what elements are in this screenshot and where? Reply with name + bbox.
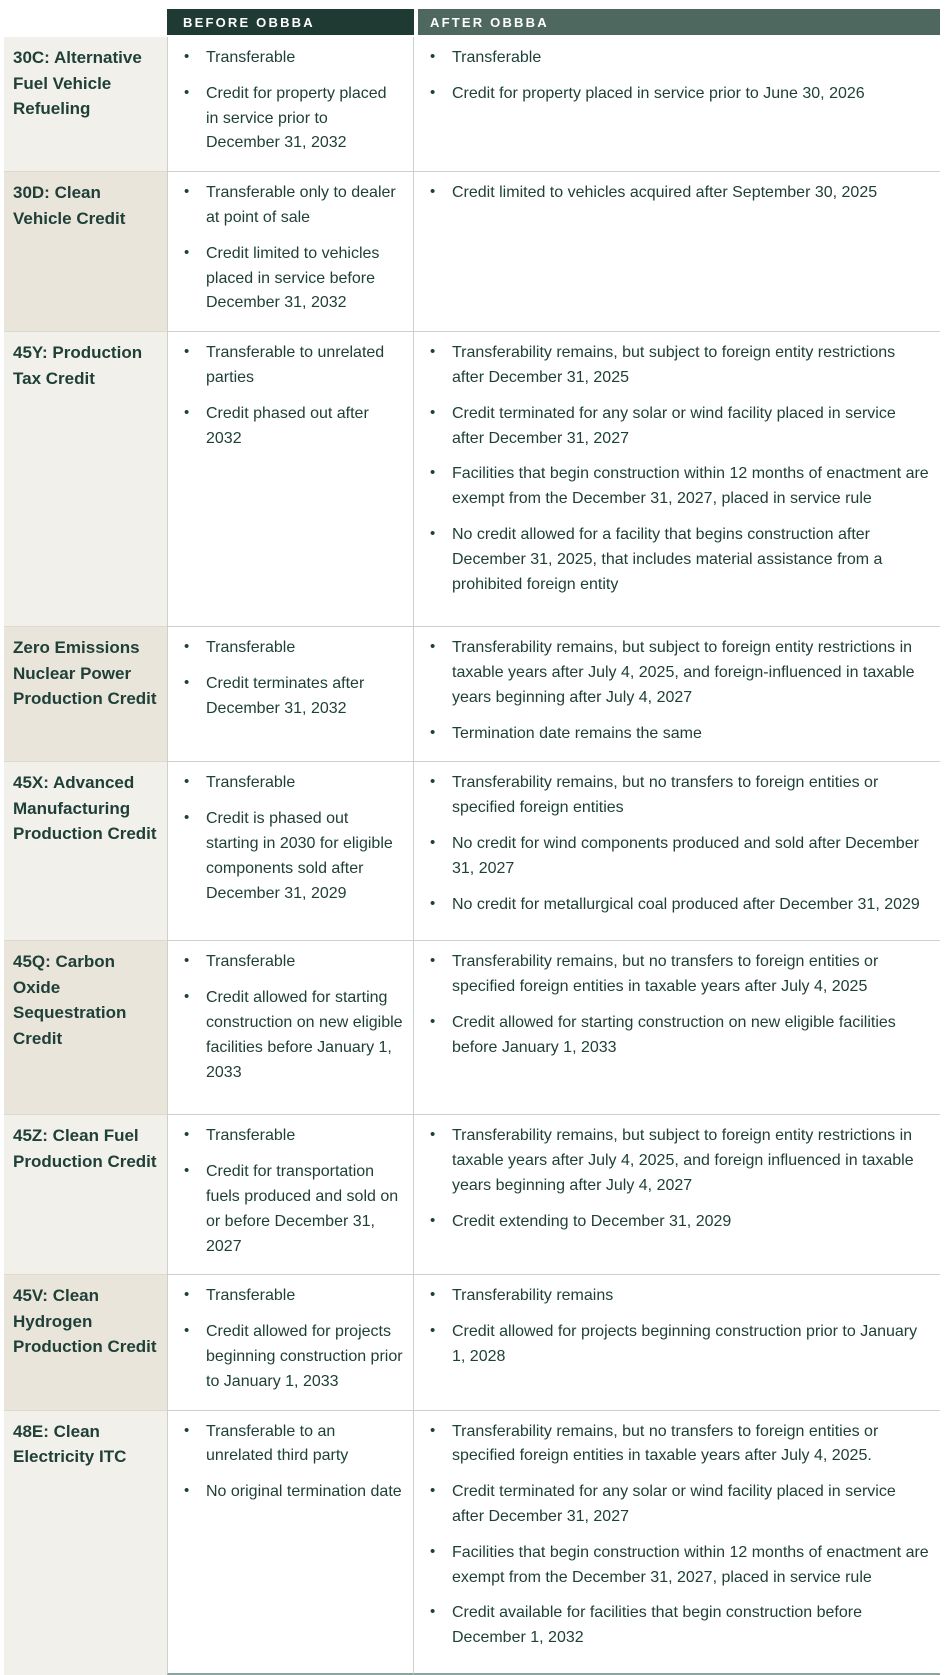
before-cell: [167, 1115, 414, 1275]
bullet-item: • Credit limited to vehicles placed in service before December 31, 2032: [168, 242, 403, 316]
bullet-item: • Transferability remains, but subject to foreign entity restrictions in taxable years after July 4, 2025, and foreign-influenced in taxable years beginning after July 4, 2027: [414, 636, 930, 710]
bullet-item: • Credit for property placed in service prior to June 30, 2026: [414, 82, 930, 107]
bullet-item: • Transferability remains: [414, 1284, 930, 1309]
bullet-item: • Transferability remains, but no transfers to foreign entities or specified foreign entities: [414, 771, 930, 821]
page: [0, 9, 945, 1647]
bullet-item: • Facilities that begin construction within 12 months of enactment are exempt from the December 31, 2027, placed in service rule: [414, 462, 930, 512]
after-bullet-list: [414, 181, 930, 206]
bullet-item: • Credit phased out after 2032: [168, 402, 403, 452]
after-bullet-list: [414, 1124, 930, 1234]
credit-name-label: 30D: Clean Vehicle Credit: [4, 172, 167, 332]
bullet-item: • Transferable: [168, 771, 403, 796]
before-cell: [167, 1411, 414, 1675]
bullet-item: • Transferable: [168, 46, 403, 71]
before-bullet-list: [168, 1124, 403, 1259]
bullet-item: • Transferability remains, but subject to foreign entity restrictions in taxable years after July 4, 2025, and foreign influenced in taxable years beginning after July 4, 2027: [414, 1124, 930, 1198]
bullet-item: • Transferable: [168, 1284, 403, 1309]
before-bullet-list: [168, 950, 403, 1085]
bullet-item: • Transferable: [168, 636, 403, 661]
bullet-item: • Credit terminated for any solar or wind facility placed in service after December 31, 2027: [414, 402, 930, 452]
bullet-item: • No credit for metallurgical coal produced after December 31, 2029: [414, 893, 930, 918]
bullet-item: • No original termination date: [168, 1480, 403, 1505]
table-body: [4, 37, 940, 1675]
before-cell: [167, 762, 414, 941]
credit-name-label: 45V: Clean Hydrogen Production Credit: [4, 1275, 167, 1410]
table-row: [4, 627, 940, 762]
table-row: [4, 1275, 940, 1410]
bullet-item: • No credit for wind components produced and sold after December 31, 2027: [414, 832, 930, 882]
bullet-item: • Credit is phased out starting in 2030 for eligible components sold after December 31, 2029: [168, 807, 403, 906]
bullet-item: • Credit limited to vehicles acquired after September 30, 2025: [414, 181, 930, 206]
bullet-item: • Transferable only to dealer at point of sale: [168, 181, 403, 231]
before-bullet-list: [168, 771, 403, 906]
bullet-item: • Credit allowed for projects beginning construction prior to January 1, 2028: [414, 1320, 930, 1370]
credit-name-label: 45X: Advanced Manufacturing Production Credit: [4, 762, 167, 941]
bullet-item: • Transferability remains, but no transfers to foreign entities or specified foreign entities in taxable years after July 4, 2025.: [414, 1420, 930, 1470]
bullet-item: • Credit extending to December 31, 2029: [414, 1210, 930, 1235]
bullet-item: • Transferability remains, but subject to foreign entity restrictions after December 31, 2025: [414, 341, 930, 391]
after-bullet-list: [414, 771, 930, 917]
after-cell: [414, 1411, 940, 1675]
after-cell: [414, 37, 940, 172]
before-bullet-list: [168, 1284, 403, 1394]
corner-cell: [4, 9, 167, 35]
table-row: [4, 37, 940, 172]
after-cell: [414, 1115, 940, 1275]
column-header-before: BEFORE OBBBA: [167, 9, 414, 35]
bullet-item: • Credit for transportation fuels produced and sold on or before December 31, 2027: [168, 1160, 403, 1259]
after-cell: [414, 941, 940, 1115]
bullet-item: • Transferable: [168, 1124, 403, 1149]
bullet-item: • Transferable to unrelated parties: [168, 341, 403, 391]
comparison-table: [4, 9, 940, 1675]
bullet-item: • Transferability remains, but no transfers to foreign entities or specified foreign entities in taxable years after July 4, 2025: [414, 950, 930, 1000]
bullet-item: • Transferable: [414, 46, 930, 71]
after-bullet-list: [414, 950, 930, 1060]
before-cell: [167, 627, 414, 762]
before-bullet-list: [168, 341, 403, 451]
before-bullet-list: [168, 1420, 403, 1505]
bullet-item: • Credit allowed for projects beginning construction prior to January 1, 2033: [168, 1320, 403, 1394]
before-cell: [167, 37, 414, 172]
credit-name-label: 45Z: Clean Fuel Production Credit: [4, 1115, 167, 1275]
after-cell: [414, 762, 940, 941]
before-bullet-list: [168, 181, 403, 316]
table-row: [4, 172, 940, 332]
bullet-item: • Termination date remains the same: [414, 722, 930, 747]
before-cell: [167, 172, 414, 332]
bullet-item: • Credit for property placed in service prior to December 31, 2032: [168, 82, 403, 156]
credit-name-label: 45Q: Carbon Oxide Sequestration Credit: [4, 941, 167, 1115]
column-header-after: AFTER OBBBA: [418, 9, 940, 35]
table-row: [4, 1411, 940, 1675]
bullet-item: • Credit terminates after December 31, 2032: [168, 672, 403, 722]
bullet-item: • Facilities that begin construction within 12 months of enactment are exempt from the December 31, 2027, placed in service rule: [414, 1541, 930, 1591]
before-cell: [167, 332, 414, 627]
bullet-item: • Credit available for facilities that begin construction before December 1, 2032: [414, 1601, 930, 1651]
credit-name-label: Zero Emissions Nuclear Power Production Credit: [4, 627, 167, 762]
after-bullet-list: [414, 1284, 930, 1369]
table-row: [4, 941, 940, 1115]
before-bullet-list: [168, 636, 403, 721]
bullet-item: • Transferable to an unrelated third party: [168, 1420, 403, 1470]
credit-name-label: 30C: Alternative Fuel Vehicle Refueling: [4, 37, 167, 172]
table-header-row: [4, 9, 940, 35]
after-cell: [414, 172, 940, 332]
table-row: [4, 332, 940, 627]
before-cell: [167, 941, 414, 1115]
bullet-item: • Credit allowed for starting construction on new eligible facilities before January 1, 2033: [414, 1011, 930, 1061]
table-row: [4, 1115, 940, 1275]
after-bullet-list: [414, 1420, 930, 1651]
after-bullet-list: [414, 341, 930, 597]
table-row: [4, 762, 940, 941]
bullet-item: • No credit allowed for a facility that begins construction after December 31, 2025, that includes material assistance from a prohibited foreign entity: [414, 523, 930, 597]
bullet-item: • Transferable: [168, 950, 403, 975]
after-cell: [414, 627, 940, 762]
after-cell: [414, 1275, 940, 1410]
after-cell: [414, 332, 940, 627]
bullet-item: • Credit terminated for any solar or wind facility placed in service after December 31, 2027: [414, 1480, 930, 1530]
after-bullet-list: [414, 46, 930, 107]
before-bullet-list: [168, 46, 403, 156]
credit-name-label: 48E: Clean Electricity ITC: [4, 1411, 167, 1675]
before-cell: [167, 1275, 414, 1410]
credit-name-label: 45Y: Production Tax Credit: [4, 332, 167, 627]
after-bullet-list: [414, 636, 930, 746]
bullet-item: • Credit allowed for starting construction on new eligible facilities before January 1, 2033: [168, 986, 403, 1085]
